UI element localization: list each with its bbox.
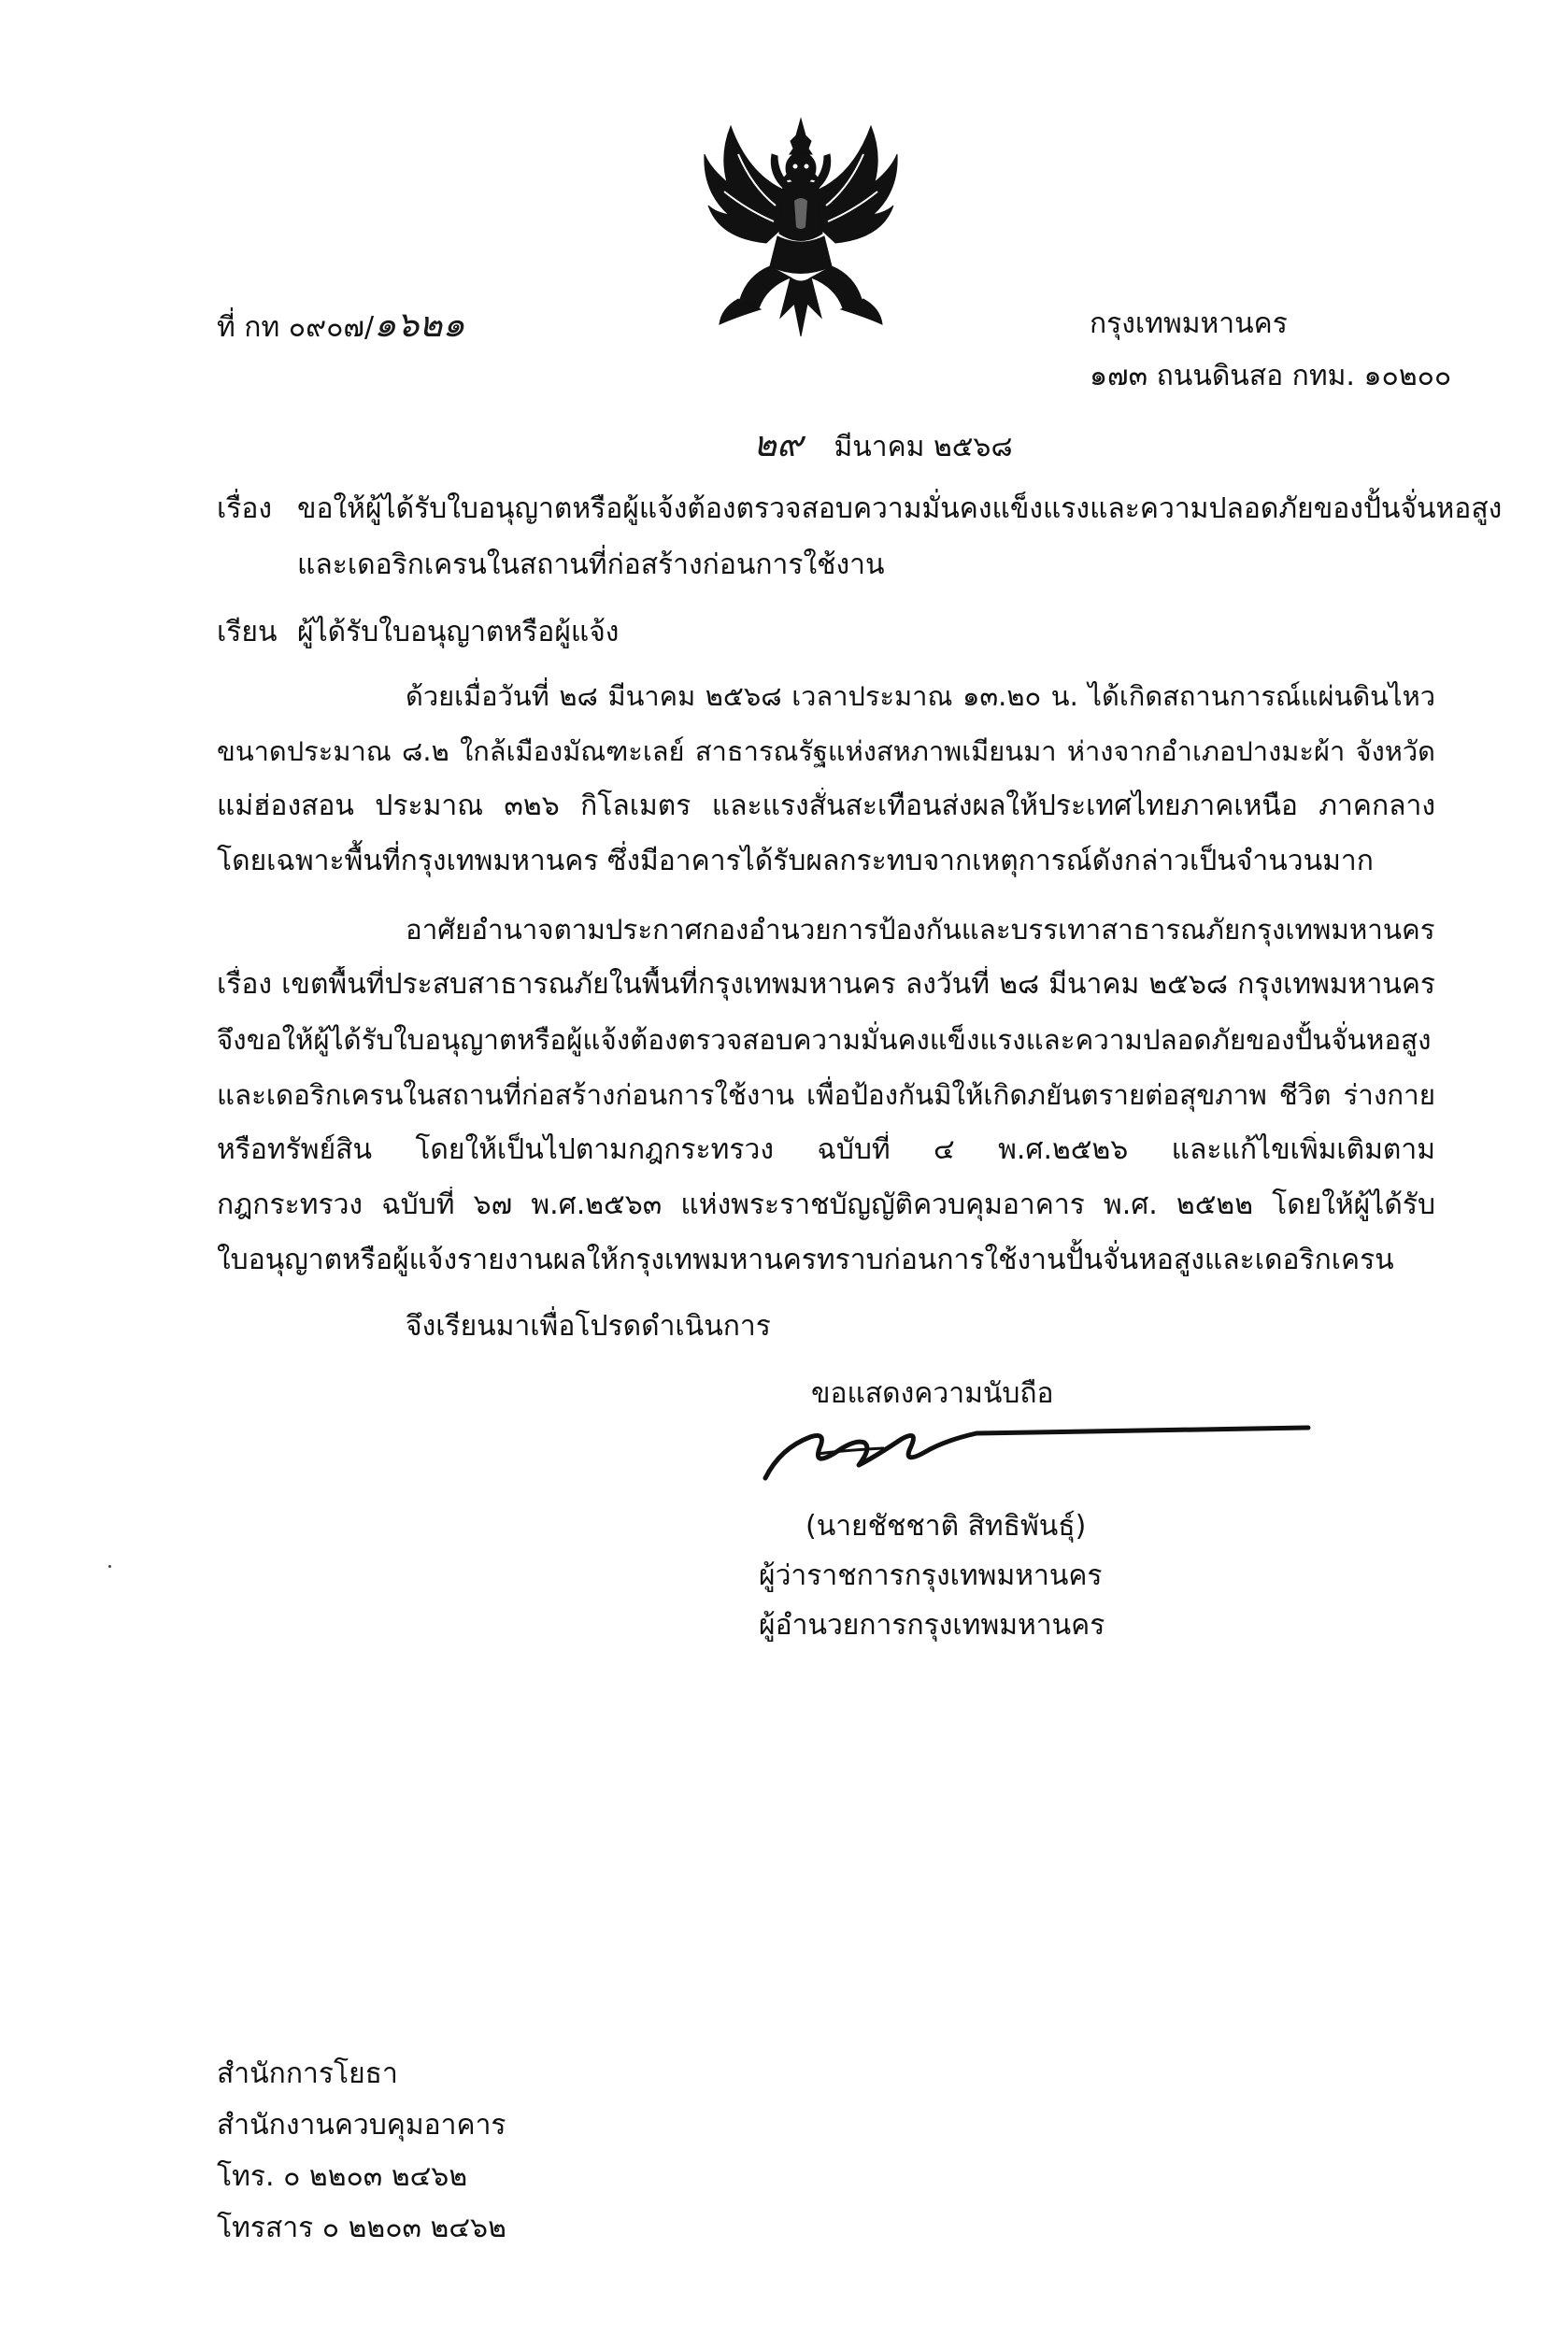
regards: ขอแสดงความนับถือ <box>811 1377 1054 1410</box>
footer-office-2: สำนักงานควบคุมอาคาร <box>217 2109 506 2142</box>
recipient-value: ผู้ได้รับใบอนุญาตหรือผู้แจ้ง <box>297 616 620 648</box>
recipient-label: เรียน <box>217 616 278 648</box>
para2-line-6: กฎกระทรวง ฉบับที่ ๖๗ พ.ศ.๒๕๖๓ แห่งพระราชบัญญัติควบคุมอาคาร พ.ศ. ๒๕๒๒ โดยให้ผู้ได้รับ <box>217 1188 1435 1221</box>
signer-title-2: ผู้อำนวยการกรุงเทพมหานคร <box>759 1609 1105 1642</box>
reference-handwritten-number: ๑๖๒๑ <box>374 304 465 345</box>
subject-line-2: และเดอริกเครนในสถานที่ก่อสร้างก่อนการใช้งาน <box>297 548 885 581</box>
para2-line-1: อาศัยอำนาจตามประกาศกองอำนวยการป้องกันและบรรเทาสาธารณภัยกรุงเทพมหานคร <box>406 914 1435 946</box>
signature-mark <box>762 1411 1313 1486</box>
para2-line-5: หรือทรัพย์สิน โดยให้เป็นไปตามกฎกระทรวง ฉบับที่ ๔ พ.ศ.๒๕๒๖ และแก้ไขเพิ่มเติมตาม <box>217 1133 1435 1166</box>
para2-line-3: จึงขอให้ผู้ได้รับใบอนุญาตหรือผู้แจ้งต้องตรวจสอบความมั่นคงแข็งแรงและความปลอดภัยของปั้นจั่นหอสูง <box>217 1024 1432 1056</box>
org-city: กรุงเทพมหานคร <box>1090 307 1288 340</box>
signer-name: (นายชัชชาติ สิทธิพันธุ์) <box>805 1510 1087 1543</box>
footer-office-1: สำนักการโยธา <box>217 2057 398 2090</box>
signer-title-1: ผู้ว่าราชการกรุงเทพมหานคร <box>759 1559 1103 1592</box>
para1-line-3: แม่ฮ่องสอน ประมาณ ๓๒๖ กิโลเมตร และแรงสั่นสะเทือนส่งผลให้ประเทศไทยภาคเหนือ ภาคกลาง <box>217 790 1435 822</box>
para2-line-4: และเดอริกเครนในสถานที่ก่อสร้างก่อนการใช้งาน เพื่อป้องกันมิให้เกิดภยันตรายต่อสุขภาพ ชีวิต ร่างกาย <box>217 1079 1435 1111</box>
date-handwritten-day: ๒๙ <box>753 423 803 464</box>
subject-line-1: ขอให้ผู้ได้รับใบอนุญาตหรือผู้แจ้งต้องตรวจสอบความมั่นคงแข็งแรงและความปลอดภัยของปั้นจั่นหอสูง <box>297 492 1503 525</box>
date-month-year: มีนาคม ๒๕๖๘ <box>834 431 1013 463</box>
closing-request: จึงเรียนมาเพื่อโปรดดำเนินการ <box>406 1310 771 1343</box>
para1-line-1: ด้วยเมื่อวันที่ ๒๘ มีนาคม ๒๕๖๘ เวลาประมาณ ๑๓.๒๐ น. ได้เกิดสถานการณ์แผ่นดินไหว <box>406 680 1435 712</box>
reference-number <box>217 306 464 347</box>
footer-fax: โทรสาร ๐ ๒๒๐๓ ๒๔๖๒ <box>217 2212 506 2244</box>
para2-line-7: ใบอนุญาตหรือผู้แจ้งรายงานผลให้กรุงเทพมหานครทราบก่อนการใช้งานปั้นจั่นหอสูงและเดอริกเครน <box>217 1244 1394 1276</box>
garuda-emblem-icon <box>701 117 902 346</box>
footer-phone: โทร. ๐ ๒๒๐๓ ๒๔๖๒ <box>217 2160 468 2193</box>
org-address: ๑๗๓ ถนนดินสอ กทม. ๑๐๒๐๐ <box>1090 360 1452 392</box>
para2-line-2: เรื่อง เขตพื้นที่ประสบสาธารณภัยในพื้นที่กรุงเทพมหานคร ลงวันที่ ๒๘ มีนาคม ๒๕๖๘ กรุงเทพมหานคร <box>217 968 1435 1001</box>
para1-line-2: ขนาดประมาณ ๘.๒ ใกล้เมืองมัณฑะเลย์ สาธารณรัฐแห่งสหภาพเมียนมา ห่างจากอำเภอปางมะผ้า จังหวัด <box>217 735 1435 767</box>
subject-label: เรื่อง <box>217 492 273 525</box>
stray-mark <box>108 1565 111 1568</box>
letter-date <box>753 425 1013 466</box>
para1-line-4: โดยเฉพาะพื้นที่กรุงเทพมหานคร ซึ่งมีอาคารได้รับผลกระทบจากเหตุการณ์ดังกล่าวเป็นจำนวนมาก <box>217 845 1374 877</box>
reference-prefix: ที่ กท ๐๙๐๗/ <box>217 311 375 344</box>
